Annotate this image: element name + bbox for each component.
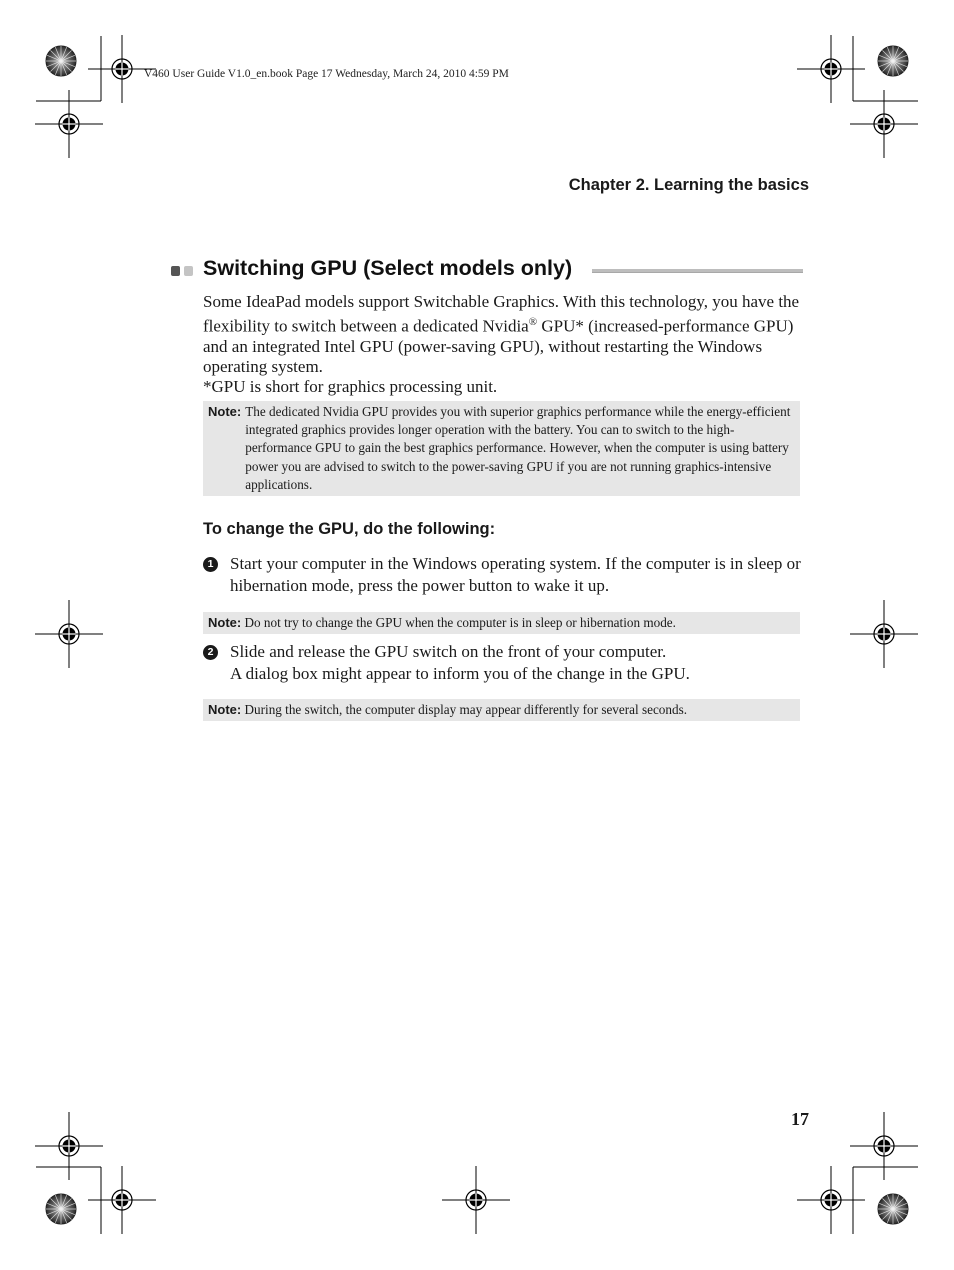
- registration-target-icon: [35, 90, 103, 158]
- intro-footnote: *GPU is short for graphics processing unit.: [203, 377, 498, 397]
- note-label: Note:: [208, 615, 242, 630]
- registration-target-icon: [850, 90, 918, 158]
- note-text: Do not try to change the GPU when the computer is in sleep or hibernation mode.: [244, 615, 676, 630]
- starburst-mark-icon: [46, 46, 76, 76]
- step-item: [203, 641, 809, 685]
- registration-target-icon: [35, 600, 103, 668]
- section-title: Switching GPU (Select models only): [203, 256, 573, 280]
- page-number: 17: [791, 1109, 809, 1129]
- step-number-icon: 2: [203, 645, 218, 660]
- registration-target-icon: [850, 1112, 918, 1180]
- intro-text: [203, 292, 803, 398]
- registration-target-icon: [35, 1112, 103, 1180]
- procedure-heading: To change the GPU, do the following:: [203, 520, 496, 538]
- starburst-mark-icon: [878, 1194, 908, 1224]
- print-slug: V460 User Guide V1.0_en.book Page 17 Wednesday, March 24, 2010 4:59 PM: [144, 68, 509, 80]
- registration-target-icon: [797, 1166, 865, 1234]
- step-item: [203, 553, 809, 597]
- intro-paragraph: Some IdeaPad models support Switchable Graphics. With this technology, you have the flexibility to switch between a dedicated Nvidia® GPU* (increased-performance GPU) and an integrated Intel GPU (power-saving GPU), without restarting the Windows operating system.: [203, 292, 800, 377]
- starburst-mark-icon: [46, 1194, 76, 1224]
- note-text: The dedicated Nvidia GPU provides you with superior graphics performance while the energy-efficient integrated graphics provides longer operation with the battery. You can to switch to the high-performance GPU to gain the best graphics performance. However, when the computer is using battery power you are advised to switch to the power-saving GPU if you are not running graphics-intensive applications.: [245, 404, 791, 492]
- heading-rule: [592, 269, 803, 273]
- note-label: Note:: [208, 404, 242, 419]
- note-box: [203, 401, 800, 496]
- step-text: Slide and release the GPU switch on the front of your computer. A dialog box might appear to inform you of the change in the GPU.: [230, 642, 690, 683]
- note-label: Note:: [208, 702, 242, 717]
- section-heading: [171, 256, 803, 286]
- registered-mark: ®: [528, 316, 538, 329]
- registration-target-icon: [850, 600, 918, 668]
- step-number-icon: 1: [203, 557, 218, 572]
- note-text: During the switch, the computer display may appear differently for several seconds.: [244, 702, 688, 717]
- heading-bullets-icon: [171, 266, 197, 276]
- registration-target-icon: [797, 35, 865, 103]
- note-box: [203, 612, 800, 634]
- running-head: Chapter 2. Learning the basics: [568, 176, 809, 194]
- note-box: [203, 699, 800, 721]
- starburst-mark-icon: [878, 46, 908, 76]
- step-text: Start your computer in the Windows operating system. If the computer is in sleep or hibernation mode, press the power button to wake it up.: [230, 554, 801, 595]
- registration-target-icon: [442, 1166, 510, 1234]
- registration-target-icon: [88, 1166, 156, 1234]
